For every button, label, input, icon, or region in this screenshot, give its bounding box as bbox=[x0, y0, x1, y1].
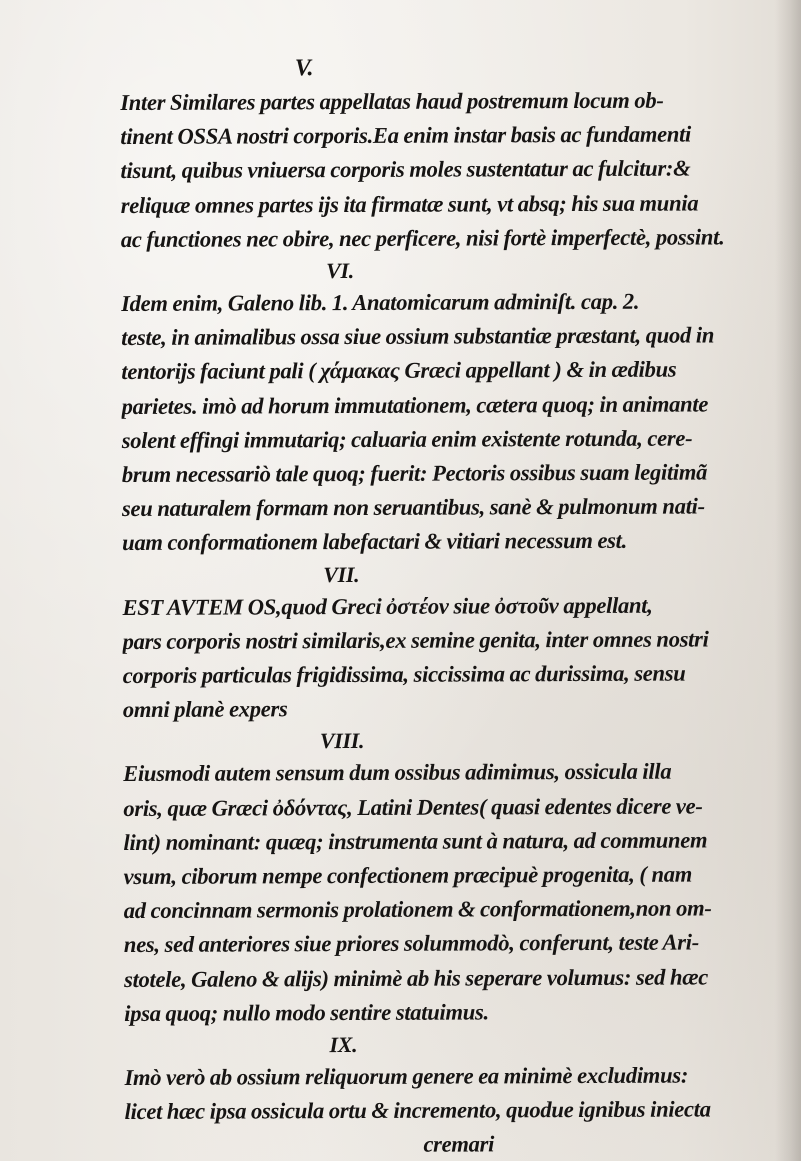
text-line: pars corporis nostri similaris,ex semine genita, inter omnes nostri bbox=[122, 626, 709, 654]
text-line: ipsa quoq; nullo modo sentire statuimus. bbox=[124, 999, 489, 1026]
text-line: brum necessariò tale quoq; fuerit: Pectoris ossibus suam legitimã bbox=[121, 459, 708, 488]
text-line: nes, sed anteriores siue priores solummodò, conferunt, teste Ari- bbox=[123, 929, 700, 958]
section-numeral: V. bbox=[294, 55, 314, 82]
text-line: vsum, ciborum nempe confectionem præcipuè progenita, ( nam bbox=[123, 861, 693, 890]
section-numeral: VII. bbox=[323, 561, 360, 587]
text-line: Eiusmodi autem sensum dum ossibus adimimus, ossicula illa bbox=[123, 759, 672, 787]
text-line: EST AVTEM OS,quod Greci ὀστέον siue ὀστοῦν appellant, bbox=[122, 592, 653, 620]
text-line: Inter Similares partes appellatas haud postremum locum ob- bbox=[120, 87, 664, 115]
text-line: tisunt, quibus vniuersa corporis moles sustentatur ac fulcitur:& bbox=[120, 155, 691, 184]
text-line: seu naturalem formam non seruantibus, sanè & pulmonum nati- bbox=[121, 493, 705, 522]
text-line: ad concinnam sermonis prolationem & conformationem,non om- bbox=[123, 895, 712, 924]
text-line: tinent OSSA nostri corporis.Ea enim instar basis ac fundamenti bbox=[120, 121, 692, 150]
text-block bbox=[120, 49, 793, 1161]
text-line: Imò verò ab ossium reliquorum genere ea minimè excludimus: bbox=[124, 1062, 689, 1091]
catchword: cremari bbox=[423, 1131, 495, 1158]
section-numeral: VIII. bbox=[319, 728, 365, 754]
text-line: omni planè expers bbox=[122, 696, 288, 723]
text-line: Idem enim, Galeno lib. 1. Anatomicarum adminiſt. cap. 2. bbox=[121, 288, 640, 317]
text-line: lint) nominant: quæq; instrumenta sunt à natura, ad communem bbox=[123, 827, 708, 855]
section-numeral: IX. bbox=[329, 1032, 358, 1058]
text-line: uam conformationem labefactari & vitiari necessum est. bbox=[122, 528, 628, 556]
text-line: tentorijs faciunt pali ( χάμακας Græci appellant ) & in ædibus bbox=[121, 356, 677, 385]
text-line: ac functiones nec obire, nec perficere, nisi fortè imperfectè, possint. bbox=[120, 224, 725, 252]
section-numeral: VI. bbox=[325, 257, 354, 284]
text-line: oris, quæ Græci ὀδόντας, Latini Dentes( quasi edentes dicere ve- bbox=[123, 793, 703, 821]
text-line: reliquæ omnes partes ijs ita firmatæ sunt, vt absq; his sua munia bbox=[120, 190, 699, 218]
text-line: stotele, Galeno & alijs) minimè ab his seperare volumus: sed hæc bbox=[123, 964, 709, 992]
text-line: parietes. imò ad horum immutationem, cætera quoq; in animante bbox=[121, 391, 709, 419]
text-line: licet hæc ipsa ossicula ortu & incremento, quodue ignibus iniecta bbox=[124, 1096, 711, 1125]
text-line: corporis particulas frigidissima, siccissima ac durissima, sensu bbox=[122, 660, 686, 689]
text-line: solent effingi immutariq; caluaria enim existente rotunda, cere- bbox=[121, 425, 693, 453]
text-line: teste, in animalibus ossa siue ossium substantiæ præstant, quod in bbox=[121, 322, 715, 351]
